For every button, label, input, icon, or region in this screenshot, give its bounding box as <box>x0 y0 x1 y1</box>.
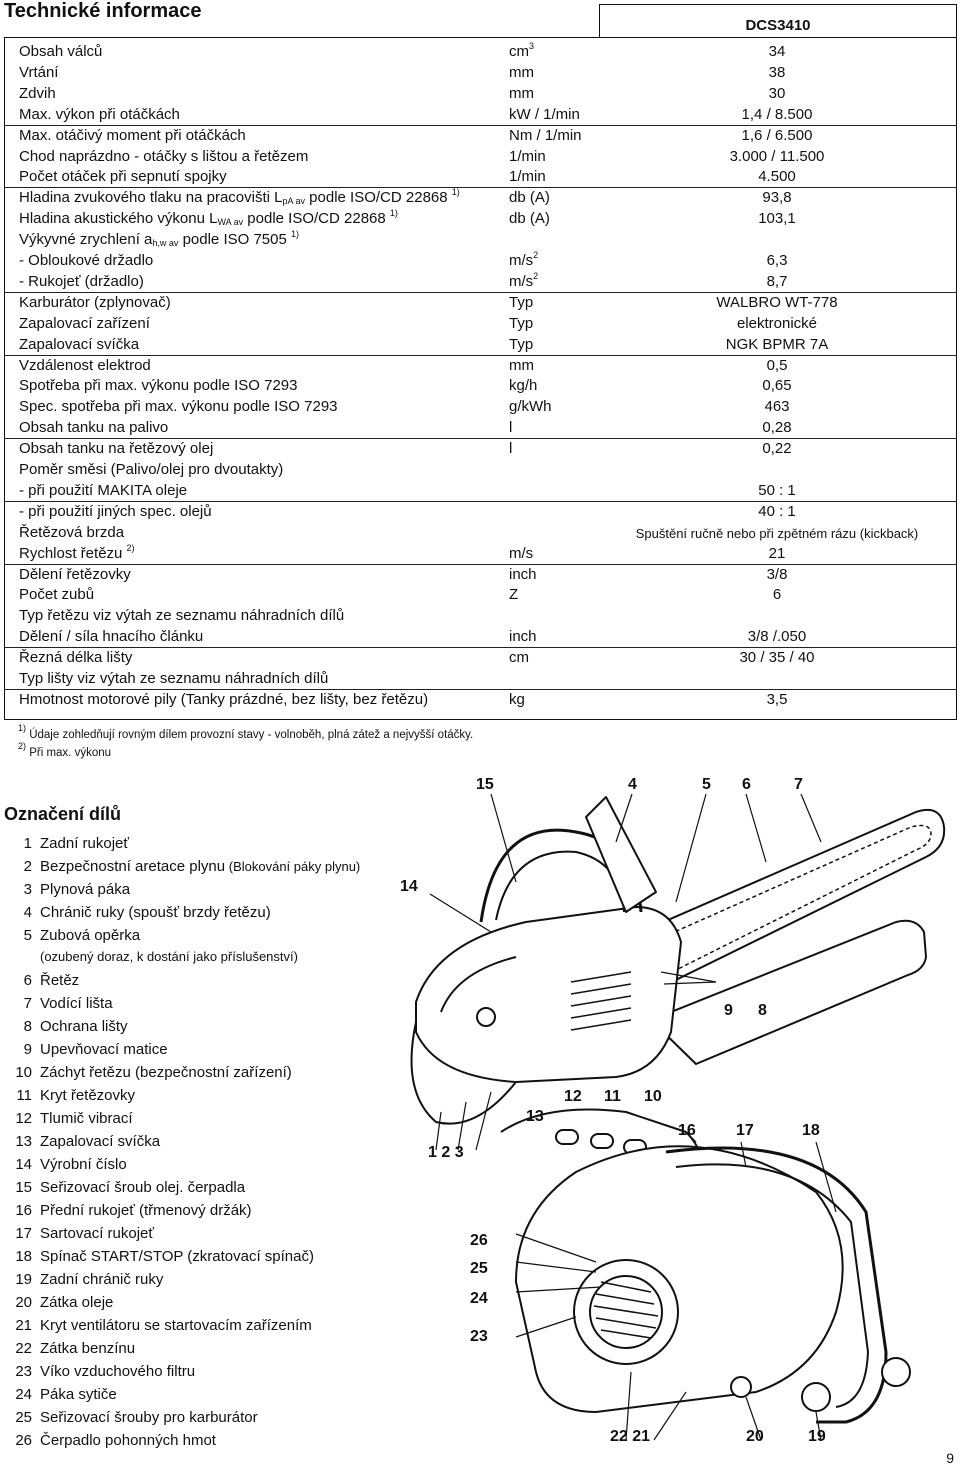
part-item <box>8 1432 216 1449</box>
spec-row <box>5 502 956 522</box>
part-number: 10 <box>15 1064 32 1081</box>
part-item <box>8 1156 127 1173</box>
spec-unit-text: cm <box>509 649 529 667</box>
spec-unit <box>509 148 546 165</box>
spec-value: 3,5 <box>766 690 788 708</box>
spec-label-subscript: pA av <box>282 196 306 207</box>
part-number: 23 <box>15 1363 32 1380</box>
callout-number: 11 <box>604 1088 621 1105</box>
part-name: Zapalovací svíčka <box>40 1133 161 1150</box>
spec-unit-text: m/s <box>509 544 534 562</box>
part-number: 6 <box>23 972 32 989</box>
part-item <box>8 1386 117 1403</box>
spec-row <box>5 251 956 271</box>
spec-unit-text: mm <box>509 356 534 374</box>
spec-value: 0,22 <box>762 440 792 458</box>
spec-unit <box>509 64 534 81</box>
spec-row <box>5 544 956 565</box>
part-number: 13 <box>15 1133 32 1150</box>
spec-unit <box>509 545 533 562</box>
spec-row <box>5 147 956 167</box>
spec-label: Karburátor (zplynovač) <box>19 293 171 311</box>
spec-label: Dělení / síla hnacího článku <box>19 628 204 646</box>
part-number: 12 <box>15 1110 32 1127</box>
spec-value: 0,28 <box>762 419 792 437</box>
footnote-ref: 1) <box>389 208 398 219</box>
part-number: 14 <box>15 1156 32 1173</box>
spec-value: 4.500 <box>758 168 796 186</box>
spec-unit-text: l <box>509 440 513 458</box>
part-number: 8 <box>23 1018 32 1035</box>
spec-unit-text: 1/min <box>509 168 546 186</box>
part-item <box>8 1409 258 1426</box>
spec-unit-text: Typ <box>509 293 534 311</box>
part-name: Výrobní číslo <box>40 1156 127 1173</box>
spec-label: Počet otáček při sepnutí spojky <box>19 168 227 186</box>
part-item <box>8 1248 314 1265</box>
part-number: 5 <box>23 927 32 944</box>
spec-label: Obsah válců <box>19 43 103 60</box>
callout-number: 8 <box>758 1002 767 1019</box>
spec-unit <box>509 440 512 457</box>
part-number: 4 <box>23 904 32 921</box>
spec-row <box>5 293 956 313</box>
footnote-mark: 2) <box>18 741 27 751</box>
spec-unit-text: db (A) <box>509 189 550 207</box>
spec-unit-text: Z <box>509 586 519 604</box>
spec-unit-text: kg <box>509 690 525 708</box>
callout-number: 6 <box>742 776 751 793</box>
spec-unit <box>509 566 537 583</box>
part-number: 18 <box>15 1248 32 1265</box>
spec-unit-text: db (A) <box>509 210 550 228</box>
spec-unit <box>509 586 518 603</box>
spec-label: Vzdálenost elektrod <box>19 356 151 374</box>
spec-value: NGK BPMR 7A <box>725 335 829 353</box>
spec-row <box>5 84 956 104</box>
spec-row <box>5 523 956 543</box>
spec-label: Počet zubů <box>19 586 95 604</box>
spec-unit-text: mm <box>509 63 534 81</box>
spec-value: 0,65 <box>762 377 792 395</box>
spec-label: Obsah tanku na řetězový olej <box>19 440 214 458</box>
part-name: Řetěz <box>40 972 80 989</box>
spec-row <box>5 627 956 648</box>
chainsaw-diagram <box>396 772 956 1462</box>
spec-label: - Obloukové držadlo <box>19 252 154 269</box>
spec-value: elektronické <box>736 314 818 332</box>
spec-label: - při použití jiných spec. olejů <box>19 502 212 520</box>
part-item <box>8 927 140 944</box>
spec-unit <box>509 419 512 436</box>
spec-unit-text: m/s <box>509 272 534 290</box>
footnote <box>18 741 112 759</box>
part-item <box>8 1064 292 1081</box>
part-item <box>8 1087 135 1104</box>
part-item <box>8 1294 113 1311</box>
spec-value: 463 <box>764 398 790 416</box>
spec-value: WALBRO WT-778 <box>716 293 838 311</box>
spec-value: 6,3 <box>766 252 788 269</box>
spec-row <box>5 397 956 417</box>
part-name: Zadní rukojeť <box>40 835 130 852</box>
spec-row <box>5 105 956 126</box>
part-name: Upevňovací matice <box>40 1041 168 1058</box>
spec-row <box>5 126 956 146</box>
part-name: Sartovací rukojeť <box>40 1225 155 1242</box>
chainsaw-illustration <box>396 772 956 1462</box>
part-number: 19 <box>15 1271 32 1288</box>
footnote <box>18 723 474 741</box>
spec-label <box>19 210 398 227</box>
spec-unit <box>509 377 537 394</box>
part-number: 16 <box>15 1202 32 1219</box>
spec-label <box>19 189 460 206</box>
spec-value: 1,6 / 6.500 <box>741 126 813 144</box>
callout-number: 20 <box>746 1428 764 1445</box>
spec-unit-text: l <box>509 419 513 437</box>
spec-unit-text: inch <box>509 565 537 583</box>
spec-unit-text: m/s <box>509 252 534 269</box>
spec-unit <box>509 252 538 269</box>
callout-number: 4 <box>628 776 637 793</box>
footnote-text: Při max. výkonu <box>26 747 112 759</box>
part-number: 21 <box>15 1317 32 1334</box>
callout-number: 14 <box>400 878 418 895</box>
part-5-note: (ozubený doraz, k dostání jako příslušenství) <box>40 949 298 964</box>
part-item <box>8 1340 135 1357</box>
spec-label-subscript: h,w av <box>152 238 179 249</box>
spec-label: Hmotnost motorové pily (Tanky prázdné, bez lišty, bez řetězu) <box>19 690 429 708</box>
spec-label: Spec. spotřeba při max. výkonu podle ISO 7293 <box>19 398 338 416</box>
part-number: 2 <box>23 858 32 875</box>
spec-row <box>5 585 956 605</box>
footnote-text: Údaje zohledňují rovným dílem provozní stavy - volnoběh, plná zátež a nejvyšší otáčky. <box>26 729 474 741</box>
spec-value: 40 : 1 <box>758 502 796 520</box>
footnote-ref: 2) <box>126 542 135 553</box>
callout-number: 10 <box>644 1088 662 1105</box>
spec-unit <box>509 336 533 353</box>
spec-unit <box>509 294 533 311</box>
spec-label <box>19 231 299 248</box>
part-item <box>8 1133 160 1150</box>
callout-number: 5 <box>702 776 711 793</box>
parts-title: Označení dílů <box>4 804 122 824</box>
spec-unit-text: g/kWh <box>509 398 552 416</box>
spec-label: Spotřeba při max. výkonu podle ISO 7293 <box>19 377 298 395</box>
footnote-ref: 1) <box>451 187 460 198</box>
spec-label-text: podle ISO/CD 22868 <box>305 189 452 207</box>
part-name: Přední rukojeť (třmenový držák) <box>40 1202 252 1219</box>
part-name: Zátka benzínu <box>40 1340 136 1357</box>
spec-value: 103,1 <box>758 210 796 228</box>
spec-row <box>5 272 956 293</box>
spec-label: Obsah tanku na palivo <box>19 419 169 437</box>
spec-label-text: Hladina akustického výkonu L <box>19 210 218 228</box>
part-name: Zadní chránič ruky <box>40 1271 164 1288</box>
part-item <box>8 1179 245 1196</box>
spec-value: 93,8 <box>762 189 792 207</box>
spec-row <box>5 63 956 83</box>
spec-label: Poměr směsi (Palivo/olej pro dvoutakty) <box>19 461 284 478</box>
spec-row <box>5 335 956 356</box>
spec-unit-text: cm <box>509 43 529 60</box>
part-name: Páka sytiče <box>40 1386 117 1403</box>
part-name: Vodící lišta <box>40 995 113 1012</box>
spec-table <box>4 37 957 720</box>
spec-unit <box>509 691 525 708</box>
spec-row <box>5 230 956 250</box>
callout-number: 26 <box>470 1232 488 1249</box>
callout-number: 7 <box>794 776 803 793</box>
spec-value: Spuštění ručně nebo při zpětném rázu (kickback) <box>635 525 919 541</box>
callout-number: 25 <box>470 1260 488 1277</box>
spec-unit <box>509 270 539 290</box>
part-name: Seřizovací šrouby pro karburátor <box>40 1409 258 1426</box>
part-item <box>8 1018 128 1035</box>
spec-unit <box>509 649 529 666</box>
spec-row <box>5 376 956 396</box>
callout-number: 12 <box>564 1088 582 1105</box>
part-item <box>8 1317 312 1334</box>
part-number: 15 <box>15 1179 32 1196</box>
part-name: Ochrana lišty <box>40 1018 128 1035</box>
spec-unit-text: 1/min <box>509 147 546 165</box>
spec-row <box>5 42 956 62</box>
callout-number: 22 21 <box>610 1428 651 1445</box>
spec-unit <box>509 398 552 415</box>
spec-unit <box>509 189 550 206</box>
spec-row <box>5 418 956 439</box>
spec-label: - Rukojeť (držadlo) <box>19 272 144 290</box>
part-number: 7 <box>23 995 32 1012</box>
spec-unit <box>509 85 534 102</box>
spec-unit <box>509 315 533 332</box>
spec-row <box>5 188 956 208</box>
callout-number: 1 2 3 <box>428 1144 464 1161</box>
part-name: Čerpadlo pohonných hmot <box>40 1432 216 1449</box>
footnote-ref: 1) <box>291 229 300 240</box>
spec-label: Dělení řetězovky <box>19 565 131 583</box>
part-item <box>8 835 129 852</box>
part-name: Seřizovací šroub olej. čerpadla <box>40 1179 246 1196</box>
spec-label: Max. výkon při otáčkách <box>19 105 180 123</box>
spec-unit-text: Typ <box>509 335 534 353</box>
footnote-mark: 1) <box>18 723 27 733</box>
spec-label: Zdvih <box>19 84 56 102</box>
part-name: Chránič ruky (spoušť brzdy řetězu) <box>40 904 271 921</box>
spec-label-text: Výkyvné zrychlení a <box>19 231 153 249</box>
spec-unit-text: kW / 1/min <box>509 105 580 123</box>
spec-row <box>5 209 956 229</box>
part-name-note: (Blokování páky plynu) <box>225 859 361 874</box>
part-item <box>8 972 79 989</box>
spec-row <box>5 356 956 376</box>
part-name: Tlumič vibrací <box>40 1110 133 1127</box>
part-name: Záchyt řetězu (bezpečnostní zařízení) <box>40 1064 292 1081</box>
spec-label: Typ řetězu viz výtah ze seznamu náhradních dílů <box>19 607 345 625</box>
part-number: 24 <box>15 1386 32 1403</box>
part-name: Víko vzduchového filtru <box>40 1363 196 1380</box>
part-name: Zubová opěrka <box>40 927 141 944</box>
part-item <box>8 881 130 898</box>
spec-unit <box>509 127 582 144</box>
spec-row <box>5 314 956 334</box>
callout-number: 19 <box>808 1428 826 1445</box>
spec-label: Max. otáčivý moment při otáčkách <box>19 126 246 144</box>
part-name: Kryt řetězovky <box>40 1087 136 1104</box>
spec-unit-text: Typ <box>509 314 534 332</box>
part-number: 25 <box>15 1409 32 1426</box>
part-name: Zátka oleje <box>40 1294 114 1311</box>
callout-number: 23 <box>470 1328 488 1345</box>
spec-row <box>5 460 956 480</box>
spec-unit <box>509 210 550 227</box>
part-item <box>8 1363 195 1380</box>
spec-row <box>5 167 956 188</box>
part-item <box>8 1041 168 1058</box>
callout-number: 24 <box>470 1290 488 1307</box>
spec-unit-text: kg/h <box>509 377 538 395</box>
spec-label-text: podle ISO/CD 22868 <box>243 210 390 228</box>
callout-number: 9 <box>724 1002 733 1019</box>
part-number: 1 <box>23 835 32 852</box>
spec-label: Zapalovací svíčka <box>19 335 140 353</box>
callout-number: 15 <box>476 776 494 793</box>
unit-superscript: 2 <box>533 270 539 281</box>
spec-label: Vrtání <box>19 63 59 81</box>
spec-value: 30 <box>768 84 786 102</box>
callout-number: 18 <box>802 1122 820 1139</box>
spec-row <box>5 669 956 690</box>
spec-value: 38 <box>768 63 786 81</box>
part-number: 17 <box>15 1225 32 1242</box>
spec-label-text: Rychlost řetězu <box>19 544 127 562</box>
part-item <box>8 1271 163 1288</box>
part-item <box>8 904 271 921</box>
spec-unit-text: Nm / 1/min <box>509 126 582 144</box>
part-number: 20 <box>15 1294 32 1311</box>
part-item <box>8 858 360 875</box>
spec-unit <box>509 168 546 185</box>
part-number: 9 <box>23 1041 32 1058</box>
spec-value: 34 <box>768 43 786 60</box>
spec-label: Řetězová brzda <box>19 523 125 541</box>
spec-unit-text: mm <box>509 84 534 102</box>
part-number: 3 <box>23 881 32 898</box>
spec-value: 3/8 <box>766 565 788 583</box>
spec-label-text: podle ISO 7505 <box>178 231 291 249</box>
spec-value: 6 <box>772 586 782 604</box>
spec-label: Chod naprázdno - otáčky s lištou a řetězem <box>19 147 309 165</box>
part-item <box>8 995 113 1012</box>
callout-number: 13 <box>526 1108 544 1125</box>
spec-unit-text: inch <box>509 628 537 646</box>
spec-row <box>5 606 956 626</box>
spec-row <box>5 690 956 710</box>
callout-number: 16 <box>678 1122 696 1139</box>
spec-row <box>5 481 956 502</box>
part-item <box>8 1225 154 1242</box>
spec-value: 50 : 1 <box>758 481 796 499</box>
spec-label-text: Hladina zvukového tlaku na pracovišti L <box>19 189 283 207</box>
spec-label: Zapalovací zařízení <box>19 314 150 332</box>
part-item <box>8 1202 252 1219</box>
part-item <box>8 1110 133 1127</box>
part-name: Kryt ventilátoru se startovacím zařízením <box>40 1317 312 1334</box>
spec-unit <box>509 43 534 60</box>
spec-label: - při použití MAKITA oleje <box>19 481 188 499</box>
spec-row <box>5 565 956 585</box>
spec-value: 8,7 <box>766 272 788 290</box>
spec-row <box>5 439 956 459</box>
spec-label <box>19 542 135 562</box>
part-name: Plynová páka <box>40 881 131 898</box>
spec-value: 3.000 / 11.500 <box>729 147 825 165</box>
model-header: DCS3410 <box>599 4 957 37</box>
spec-label-subscript: WA av <box>217 217 244 228</box>
unit-superscript: 2 <box>533 250 539 260</box>
spec-unit <box>509 357 534 374</box>
spec-row <box>5 648 956 668</box>
spec-unit <box>509 106 580 123</box>
spec-value: 3/8 /.050 <box>747 628 807 646</box>
spec-value: 0,5 <box>766 356 788 374</box>
part-number: 11 <box>16 1087 32 1104</box>
spec-label: Typ lišty viz výtah ze seznamu náhradních dílů <box>19 670 329 687</box>
spec-label: Řezná délka lišty <box>19 649 133 667</box>
part-name: Spínač START/STOP (zkratovací spínač) <box>40 1248 314 1265</box>
spec-unit <box>509 628 537 645</box>
spec-value: 1,4 / 8.500 <box>741 105 813 123</box>
spec-value: 30 / 35 / 40 <box>739 649 815 667</box>
part-number: 26 <box>15 1432 32 1449</box>
page-title: Technické informace <box>4 0 202 22</box>
part-number: 22 <box>15 1340 32 1357</box>
page-number: 9 <box>946 1450 954 1466</box>
callout-number: 17 <box>736 1122 754 1139</box>
spec-value: 21 <box>768 544 786 562</box>
part-name: Bezpečnostní aretace plynu <box>40 858 226 875</box>
unit-superscript: 3 <box>529 41 535 51</box>
